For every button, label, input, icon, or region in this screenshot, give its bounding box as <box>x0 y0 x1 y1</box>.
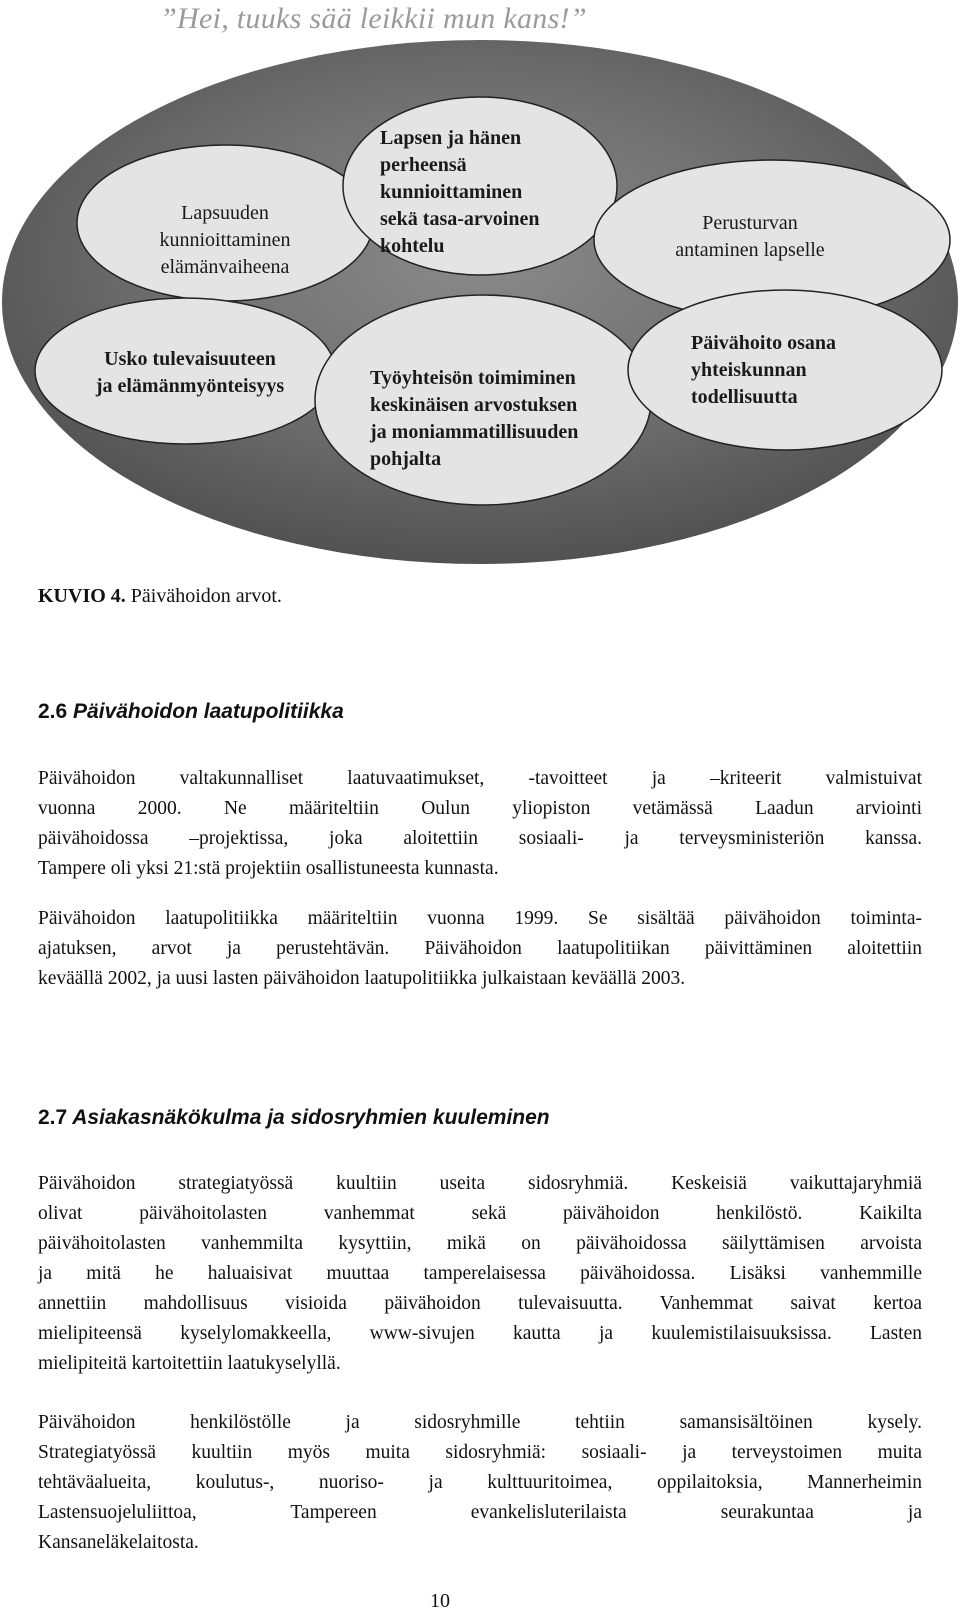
node-line: sekä tasa-arvoinen <box>380 208 540 230</box>
page-number: 10 <box>430 1590 450 1612</box>
node-line: pohjalta <box>370 448 442 470</box>
header-quote: ”Hei, tuuks sää leikkii mun kans!” <box>160 2 587 35</box>
text-line: mielipiteitä kartoitettiin laatukyselyllä. <box>38 1353 341 1374</box>
node-top-left <box>125 200 325 281</box>
text-line: tehtäväalueita, koulutus-, nuoriso- ja kulttuuritoimea, oppilaitoksia, Mannerheimin <box>38 1472 922 1493</box>
section-heading-2-7 <box>38 1106 550 1130</box>
text-line: Tampere oli yksi 21:stä projektiin osallistuneesta kunnasta. <box>38 858 499 879</box>
text-line: Päivähoidon henkilöstölle ja sidosryhmille tehtiin samansisältöinen kysely. <box>38 1412 922 1433</box>
node-line: kunnioittaminen <box>380 181 523 203</box>
text-line: vuonna 2000. Ne määriteltiin Oulun yliopiston vetämässä Laadun arviointi <box>38 798 922 819</box>
node-line: Lapsuuden <box>181 202 269 224</box>
values-diagram-svg <box>0 40 960 570</box>
node-line: antaminen lapselle <box>675 239 825 261</box>
paragraph <box>38 764 922 884</box>
node-line: keskinäisen arvostuksen <box>370 394 578 416</box>
node-line: Usko tulevaisuuteen <box>104 348 276 370</box>
section-title: Asiakasnäkökulma ja sidosryhmien kuuleminen <box>72 1106 550 1129</box>
text-line: olivat päivähoitolasten vanhemmat sekä päivähoidon henkilöstö. Kaikilta <box>38 1203 922 1224</box>
node-top-right <box>640 210 860 264</box>
caption-label: KUVIO 4. <box>38 585 126 607</box>
node-mid-left <box>70 346 310 400</box>
text-line: Lastensuojeluliittoa, Tampereen evankelisluterilaista seurakuntaa ja <box>38 1502 922 1523</box>
text-line: ajatuksen, arvot ja perustehtävän. Päivähoidon laatupolitiikan päivittäminen aloitettiin <box>38 938 922 959</box>
text-line: päivähoidossa –projektissa, joka aloitettiin sosiaali- ja terveysministeriön kanssa. <box>38 828 922 849</box>
figure-caption <box>38 585 282 608</box>
node-line: Lapsen ja hänen <box>380 127 522 149</box>
node-mid-right <box>683 330 911 411</box>
text-line: Kansaneläkelaitosta. <box>38 1532 199 1553</box>
text-line: mielipiteensä kyselylomakkeella, www-sivujen kautta ja kuulemistilaisuuksissa. Lasten <box>38 1323 922 1344</box>
text-line: Päivähoidon valtakunnalliset laatuvaatimukset, -tavoitteet ja –kriteerit valmistuivat <box>38 768 922 789</box>
node-line: kohtelu <box>380 235 445 257</box>
section-number: 2.6 <box>38 700 68 723</box>
node-line: yhteiskunnan <box>691 359 807 381</box>
node-mid-center <box>360 365 640 473</box>
node-line: elämänvaiheena <box>160 256 290 278</box>
values-diagram <box>0 40 960 570</box>
text-line: Strategiatyössä kuultiin myös muita sidosryhmiä: sosiaali- ja terveystoimen muita <box>38 1442 922 1463</box>
node-line: perheensä <box>380 154 467 176</box>
caption-text: Päivähoidon arvot. <box>130 585 282 607</box>
section-heading-2-6 <box>38 700 344 724</box>
node-line: ja moniammatillisuuden <box>370 421 579 443</box>
node-line: kunnioittaminen <box>159 229 291 251</box>
node-line: todellisuutta <box>691 386 798 408</box>
section-title: Päivähoidon laatupolitiikka <box>73 700 344 723</box>
paragraph <box>38 1169 922 1379</box>
node-line: ja elämänmyönteisyys <box>95 375 285 397</box>
node-line: Päivähoito osana <box>691 332 837 354</box>
section-number: 2.7 <box>38 1106 68 1129</box>
node-top-center <box>368 125 580 260</box>
paragraph <box>38 904 922 994</box>
text-line: ja mitä he haluaisivat muuttaa tamperelaisessa päivähoidossa. Lisäksi vanhemmille <box>38 1263 922 1284</box>
text-line: Päivähoidon laatupolitiikka määriteltiin vuonna 1999. Se sisältää päivähoidon toiminta- <box>38 908 922 929</box>
text-line: päivähoitolasten vanhemmilta kysyttiin, mikä on päivähoidossa säilyttämisen arvoista <box>38 1233 922 1254</box>
text-line: Päivähoidon strategiatyössä kuultiin useita sidosryhmiä. Keskeisiä vaikuttajaryhmiä <box>38 1173 922 1194</box>
paragraph <box>38 1408 922 1558</box>
text-line: keväällä 2002, ja uusi lasten päivähoidon laatupolitiikka julkaistaan keväällä 2003. <box>38 968 686 989</box>
node-line: Työyhteisön toimiminen <box>370 367 576 389</box>
text-line: annettiin mahdollisuus visioida päivähoidon tulevaisuutta. Vanhemmat saivat kertoa <box>38 1293 922 1314</box>
node-line: Perusturvan <box>702 212 798 234</box>
